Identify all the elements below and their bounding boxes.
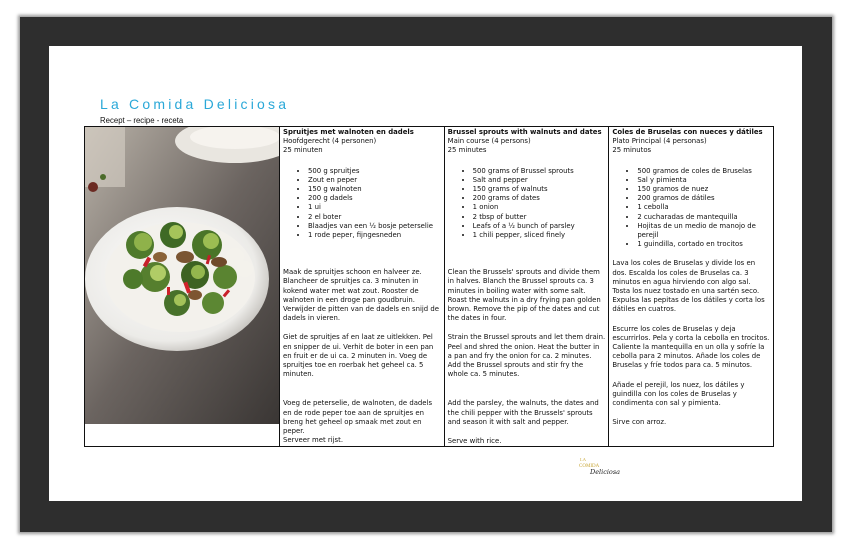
ingredient-item: • 150 gramos de nuez: [637, 185, 770, 194]
ingredient-item: • 2 el boter: [308, 213, 441, 222]
ingredient-item: • Leafs of a ½ bunch of parsley: [473, 222, 606, 231]
recipe-column-english: [444, 127, 609, 447]
recipe-time: 25 minutos: [612, 146, 652, 155]
recipe-table-row: [85, 127, 774, 447]
ingredient-item: • 500 gramos de coles de Bruselas: [637, 167, 770, 176]
logo-text-top: LA: [580, 457, 586, 462]
recipe-step: Añade el perejil, los nuez, los dátiles y guindilla con los coles de Bruselas y condimenta con sal y pimienta.: [612, 380, 745, 408]
recipe-serve: Serve with rice.: [447, 437, 502, 446]
ingredient-item: • 1 guindilla, cortado en trocitos: [637, 240, 770, 249]
recipe-step: Lava los coles de Bruselas y divide los en dos. Escalda los coles de Bruselas ca. 3 minutos en agua hirviendo con algo sal. Tosta los nuez tostado en una sartén seco. Expulsa las pepitas de los dátiles y corta los dátiles en cuatros.: [612, 259, 765, 314]
recipe-step: Giet de spruitjes af en laat ze uitlekken. Pel en snipper de ui. Verhit de boter in een pan en fruit er de ui ca. 2 minuten in. Voeg de spruitjes toe en roerbak het geheel ca. 5 minuten.: [283, 333, 434, 379]
recipe-column-spanish: [609, 127, 774, 447]
ingredient-item: • 200 gramos de dátiles: [637, 194, 770, 203]
ingredient-item: • 150 grams of walnuts: [473, 185, 606, 194]
recipe-step: Strain the Brussel sprouts and let them drain. Peel and shred the onion. Heat the butter in a pan and fry the onion for ca. 2 minutes. Add the Brussel sprouts and stir fry the whole ca. 5 minutes.: [447, 333, 606, 379]
document-page: [49, 46, 802, 501]
ingredient-list: [448, 167, 606, 241]
ingredient-item: • 1 ui: [308, 203, 441, 212]
recipe-time: 25 minutes: [447, 146, 487, 155]
photo-cell: [85, 127, 280, 447]
ingredient-item: • 2 tbsp of butter: [473, 213, 606, 222]
logo-text-script: Deliciosa: [590, 468, 621, 476]
ingredient-item: • 1 chili pepper, sliced finely: [473, 231, 606, 240]
brand-logo: [578, 455, 622, 477]
ingredient-item: • 200 grams of dates: [473, 194, 606, 203]
ingredient-item: • 150 g walnoten: [308, 185, 441, 194]
recipe-step: Voeg de peterselie, de walnoten, de dadels en de rode peper toe aan de spruitjes en breng het geheel op smaak met zout en peper.: [283, 399, 433, 436]
recipe-column-dutch: [280, 127, 445, 447]
recipe-title: Spruitjes met walnoten en dadels: [283, 128, 414, 136]
recipe-course: Main course (4 persons): [447, 137, 531, 146]
ingredient-item: • 1 rode peper, fijngesneden: [308, 231, 441, 240]
recipe-serve: Serveer met rijst.: [283, 436, 344, 445]
recipe-step: Clean the Brussels' sprouts and divide them in halves. Blanch the Brussel sprouts ca. 3 minutes in boiling water with some salt. Roast the walnuts in a dry frying pan golden brown. Remove the pip of the dates and cut the dates in four.: [447, 268, 601, 323]
recipe-course: Hoofdgerecht (4 personen): [283, 137, 377, 146]
ingredient-item: • Blaadjes van een ½ bosje peterselie: [308, 222, 441, 231]
ingredient-item: • 500 grams of Brussel sprouts: [473, 167, 606, 176]
recipe-title: Coles de Bruselas con nueces y dátiles: [612, 128, 763, 136]
ingredient-item: • 500 g spruitjes: [308, 167, 441, 176]
recipe-time: 25 minuten: [283, 146, 323, 155]
ingredient-item: • Hojitas de un medio de manojo de perejil: [637, 222, 770, 240]
logo-text-mid: COMIDA: [579, 464, 600, 469]
ingredient-item: • Zout en peper: [308, 176, 441, 185]
ingredient-item: • 2 cucharadas de mantequilla: [637, 213, 770, 222]
brand-title: La Comida Deliciosa: [100, 96, 290, 112]
recipe-table: [84, 126, 774, 447]
document-subtitle: Recept – recipe - receta: [100, 116, 184, 125]
ingredient-item: • 1 cebolla: [637, 203, 770, 212]
ingredient-list: [612, 167, 770, 250]
recipe-step: Maak de spruitjes schoon en halveer ze. Blancheer de spruitjes ca. 3 minuten in kokend water met wat zout. Rooster de walnoten in een droge pan goudbruin. Verwijder de pitten van de dadels en snijd de dadels in vieren.: [283, 268, 439, 323]
ingredient-item: • 200 g dadels: [308, 194, 441, 203]
recipe-step: Escurre los coles de Bruselas y deja escurrirlos. Pela y corta la cebolla en trocitos. Caliente la mantequilla en un olla y sofríe la cebolla para 2 minutos. Añade los coles de Bruselas y fríe todos para ca. 5 minutos.: [612, 324, 770, 370]
recipe-step: Add the parsley, the walnuts, the dates and the chili pepper with the Brussels' sprouts and season it with salt and pepper.: [447, 399, 599, 426]
recipe-course: Plato Principal (4 personas): [612, 137, 707, 146]
ingredient-item: • 1 onion: [473, 203, 606, 212]
ingredient-item: • Sal y pimienta: [637, 176, 770, 185]
recipe-serve: Sirve con arroz.: [612, 418, 667, 427]
dish-photo: [85, 127, 279, 424]
ingredient-list: [283, 167, 441, 241]
recipe-title: Brussel sprouts with walnuts and dates: [447, 128, 602, 136]
ingredient-item: • Salt and pepper: [473, 176, 606, 185]
